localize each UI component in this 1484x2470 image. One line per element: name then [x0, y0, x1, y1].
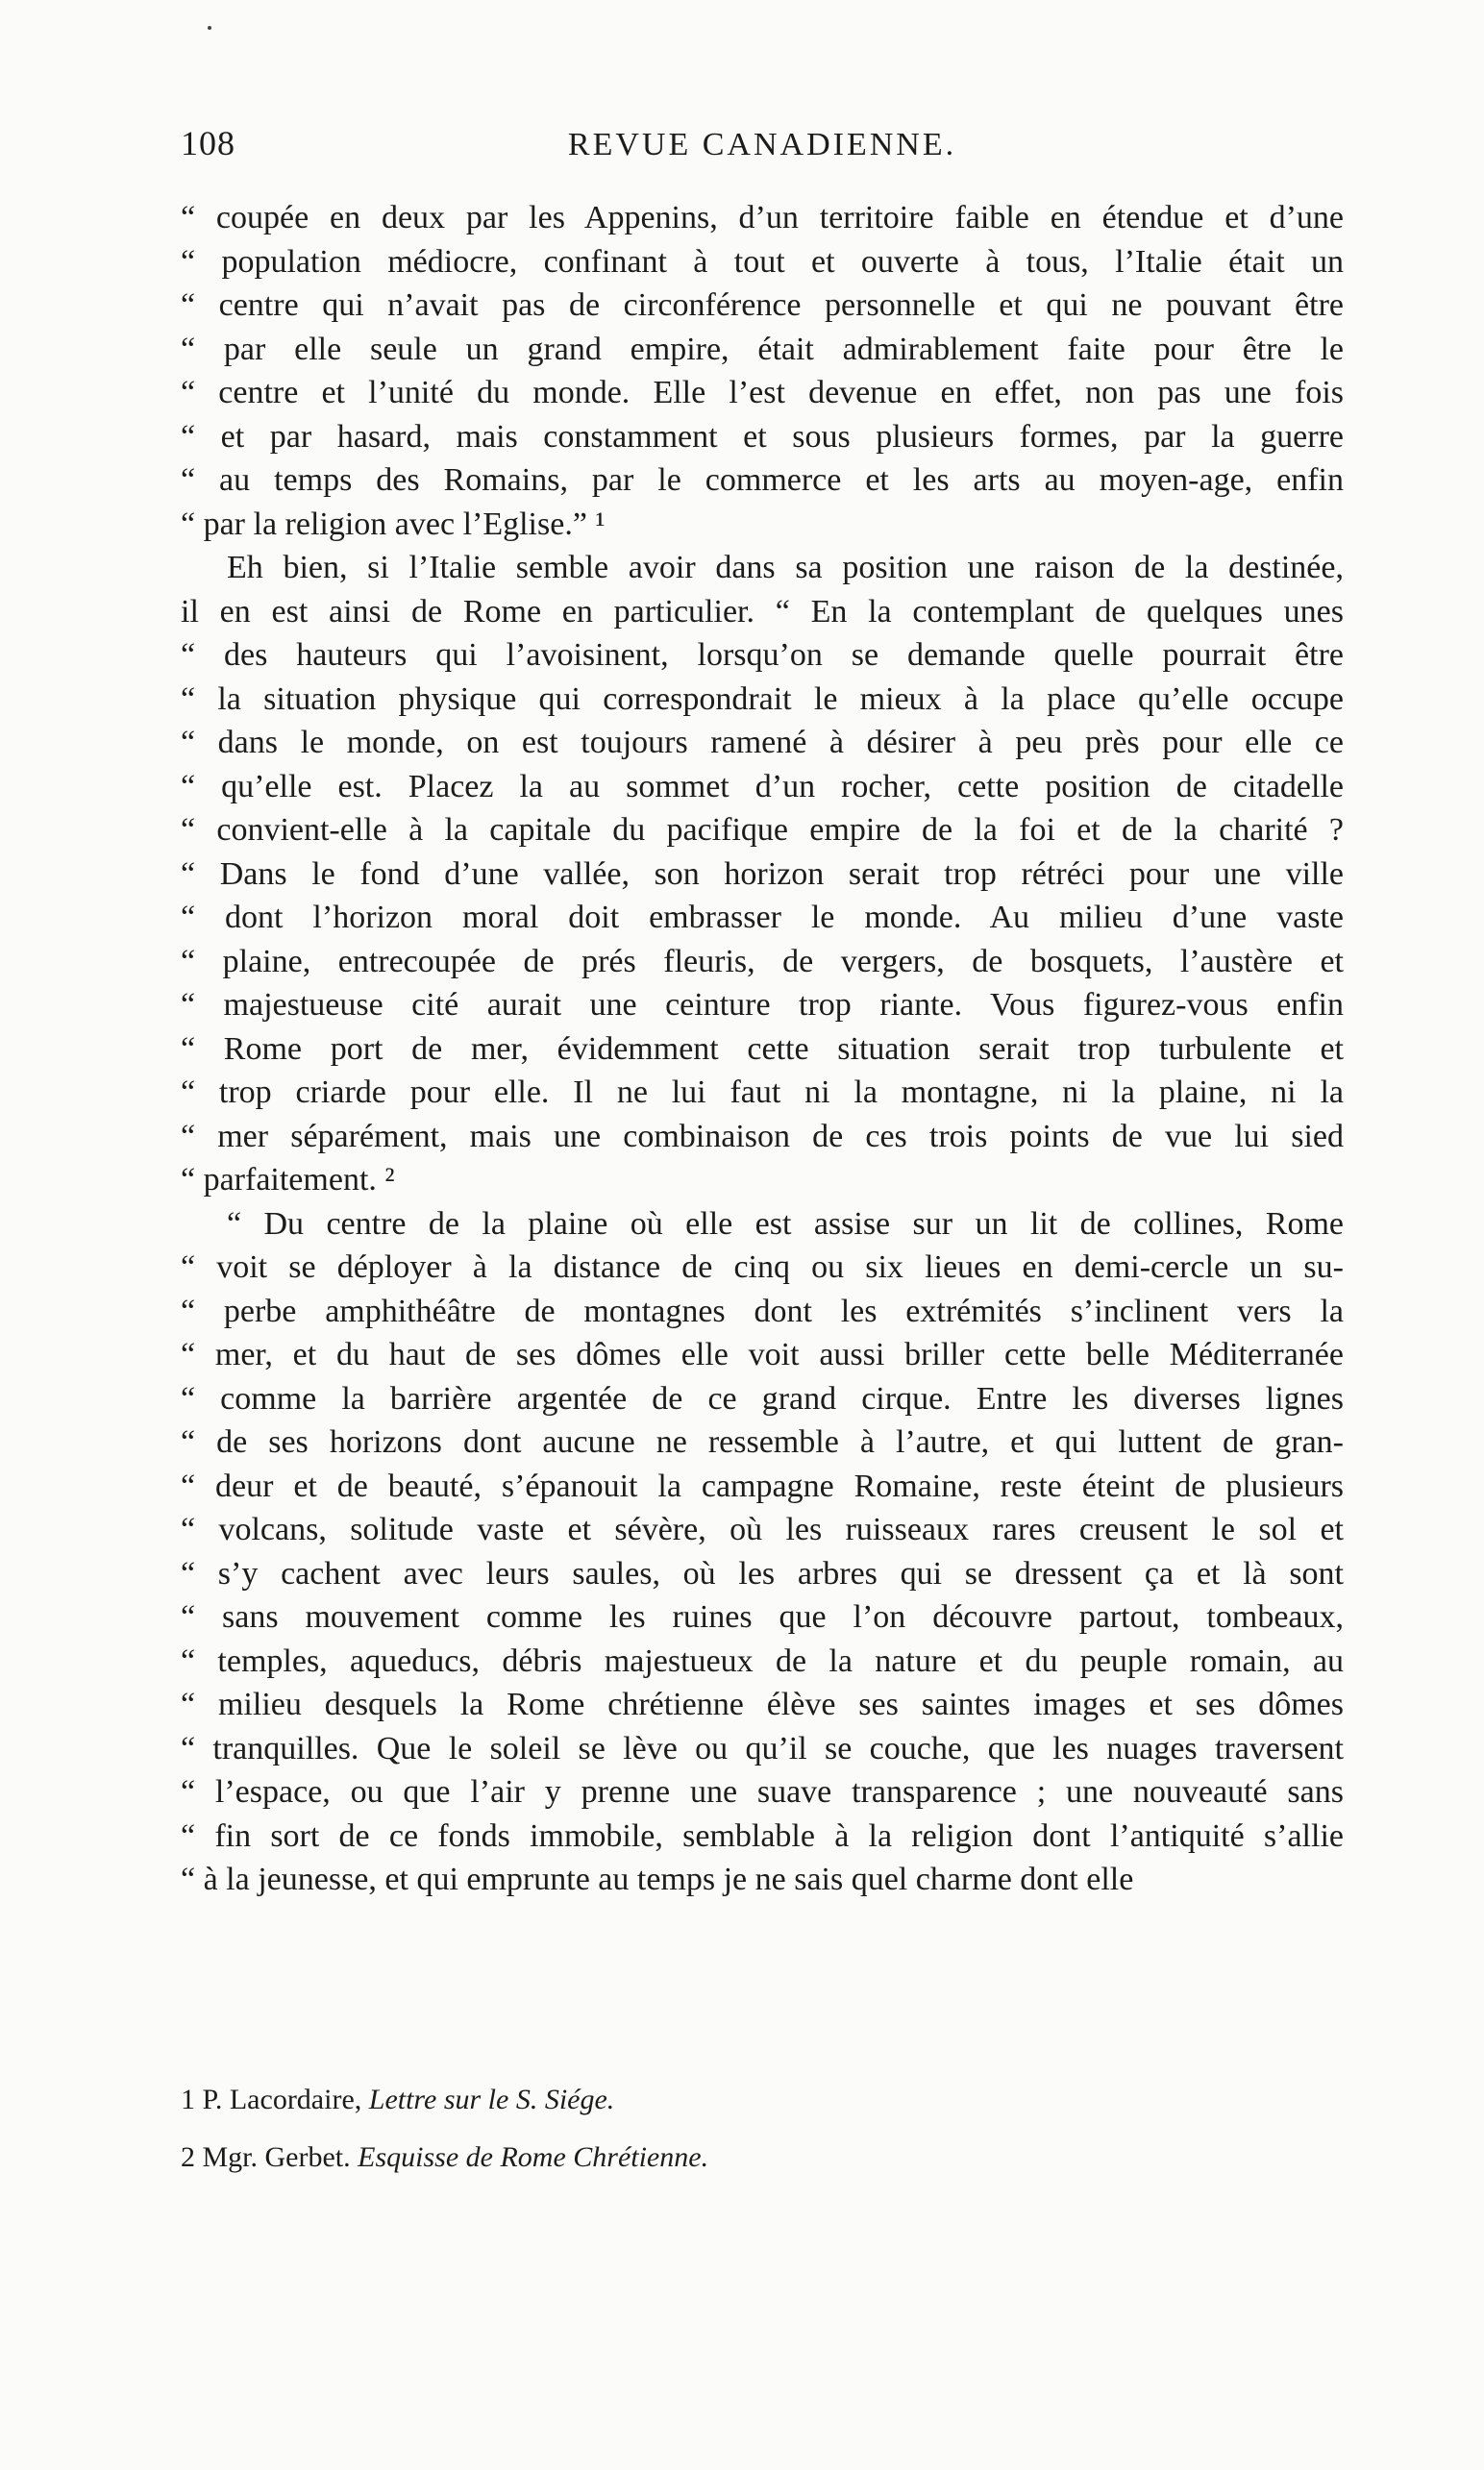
paragraph [181, 1202, 1344, 1902]
text-line: “ mer, et du haut de ses dômes elle voit aussi briller cette belle Méditerranée [181, 1337, 1344, 1372]
text-line: “ la situation physique qui correspondrait le mieux à la place qu’elle occupe [181, 680, 1344, 717]
print-speck [208, 26, 211, 30]
text-line: “ s’y cachent avec leurs saules, où les arbres qui se dressent ça et là sont [181, 1555, 1344, 1592]
text-line: “ temples, aqueducs, débris majestueux de la nature et du peuple romain, au [181, 1643, 1344, 1679]
text-line: “ tranquilles. Que le soleil se lève ou qu’il se couche, que les nuages traversent [181, 1730, 1344, 1766]
footnotes [181, 2071, 1344, 2186]
paragraph [181, 546, 1344, 1202]
text-line: “ dans le monde, on est toujours ramené à désirer à peu près pour elle ce [181, 725, 1344, 760]
running-head: REVUE CANADIENNE. [567, 127, 957, 162]
page-header [181, 123, 1344, 181]
text-line: “ de ses horizons dont aucune ne ressemble à l’autre, et qui luttent de gran- [181, 1424, 1344, 1460]
text-line: “ Dans le fond d’une vallée, son horizon serait trop rétréci pour une ville [181, 855, 1344, 892]
text-line: “ plaine, entrecoupée de prés fleuris, de vergers, de bosquets, l’austère et [181, 943, 1344, 979]
text-line: “ population médiocre, confinant à tout et ouverte à tous, l’Italie était un [181, 243, 1344, 280]
footnote-2 [181, 2129, 1344, 2186]
footnote-author: Mgr. Gerbet. [202, 2141, 351, 2173]
text-line: “ voit se déployer à la distance de cinq ou six lieues en demi-cercle un su- [181, 1249, 1344, 1285]
text-line: “ et par hasard, mais constamment et sous plusieurs formes, par la guerre [181, 418, 1344, 455]
footnote-number: 2 [181, 2141, 195, 2173]
text-line: “ volcans, solitude vaste et sévère, où les ruisseaux rares creusent le sol et [181, 1512, 1344, 1547]
text-line: “ au temps des Romains, par le commerce et les arts au moyen-age, enfin [181, 462, 1344, 498]
text-line: “ deur et de beauté, s’épanouit la campagne Romaine, reste éteint de plusieurs [181, 1468, 1344, 1504]
footnote-title: Lettre sur le S. Siége. [368, 2084, 615, 2115]
text-line: il en est ainsi de Rome en particulier. “ En la contemplant de quelques unes [181, 593, 1344, 630]
text-line: “ des hauteurs qui l’avoisinent, lorsqu’on se demande quelle pourrait être [181, 637, 1344, 673]
footnote-author: P. Lacordaire, [202, 2084, 362, 2115]
paragraph [181, 196, 1344, 546]
text-line: “ centre qui n’avait pas de circonférence personnelle et qui ne pouvant être [181, 287, 1344, 323]
text-line: “ convient-elle à la capitale du pacifique empire de la foi et de la charité ? [181, 812, 1344, 848]
text-line: “ trop criarde pour elle. Il ne lui faut ni la montagne, ni la plaine, ni la [181, 1074, 1344, 1110]
text-line: “ milieu desquels la Rome chrétienne élève ses saintes images et ses dômes [181, 1687, 1344, 1722]
footnote-title: Esquisse de Rome Chrétienne. [358, 2141, 709, 2173]
footnote-number: 1 [181, 2084, 195, 2115]
page-number: 108 [181, 124, 235, 162]
text-line: “ parfaitement. ² [181, 1162, 395, 1198]
text-line: “ sans mouvement comme les ruines que l’on découvre partout, tombeaux, [181, 1599, 1344, 1635]
text-line: “ centre et l’unité du monde. Elle l’est devenue en effet, non pas une fois [181, 375, 1344, 410]
text-line: “ mer séparément, mais une combinaison de ces trois points de vue lui sied [181, 1118, 1344, 1154]
body-text [181, 196, 1344, 1902]
footnote-1 [181, 2071, 1344, 2129]
text-line: “ par elle seule un grand empire, était admirablement faite pour être le [181, 331, 1344, 367]
text-line: “ par la religion avec l’Eglise.” ¹ [181, 506, 606, 542]
text-line: “ coupée en deux par les Appenins, d’un territoire faible en étendue et d’une [181, 200, 1344, 235]
text-line: “ comme la barrière argentée de ce grand cirque. Entre les diverses lignes [181, 1380, 1344, 1417]
text-line: “ perbe amphithéâtre de montagnes dont les extrémités s’inclinent vers la [181, 1293, 1344, 1329]
text-line: “ qu’elle est. Placez la au sommet d’un rocher, cette position de citadelle [181, 768, 1344, 804]
text-line: “ Du centre de la plaine où elle est assise sur un lit de collines, Rome [227, 1205, 1344, 1242]
text-line: Eh bien, si l’Italie semble avoir dans sa position une raison de la destinée, [227, 550, 1344, 585]
text-line: “ à la jeunesse, et qui emprunte au temps je ne sais quel charme dont elle [181, 1862, 1134, 1897]
text-line: “ Rome port de mer, évidemment cette situation serait trop turbulente et [181, 1030, 1344, 1067]
text-line: “ fin sort de ce fonds immobile, semblable à la religion dont l’antiquité s’allie [181, 1817, 1344, 1854]
text-line: “ majestueuse cité aurait une ceinture trop riante. Vous figurez-vous enfin [181, 987, 1344, 1023]
text-line: “ dont l’horizon moral doit embrasser le monde. Au milieu d’une vaste [181, 900, 1344, 935]
text-line: “ l’espace, ou que l’air y prenne une suave transparence ; une nouveauté sans [181, 1774, 1344, 1810]
